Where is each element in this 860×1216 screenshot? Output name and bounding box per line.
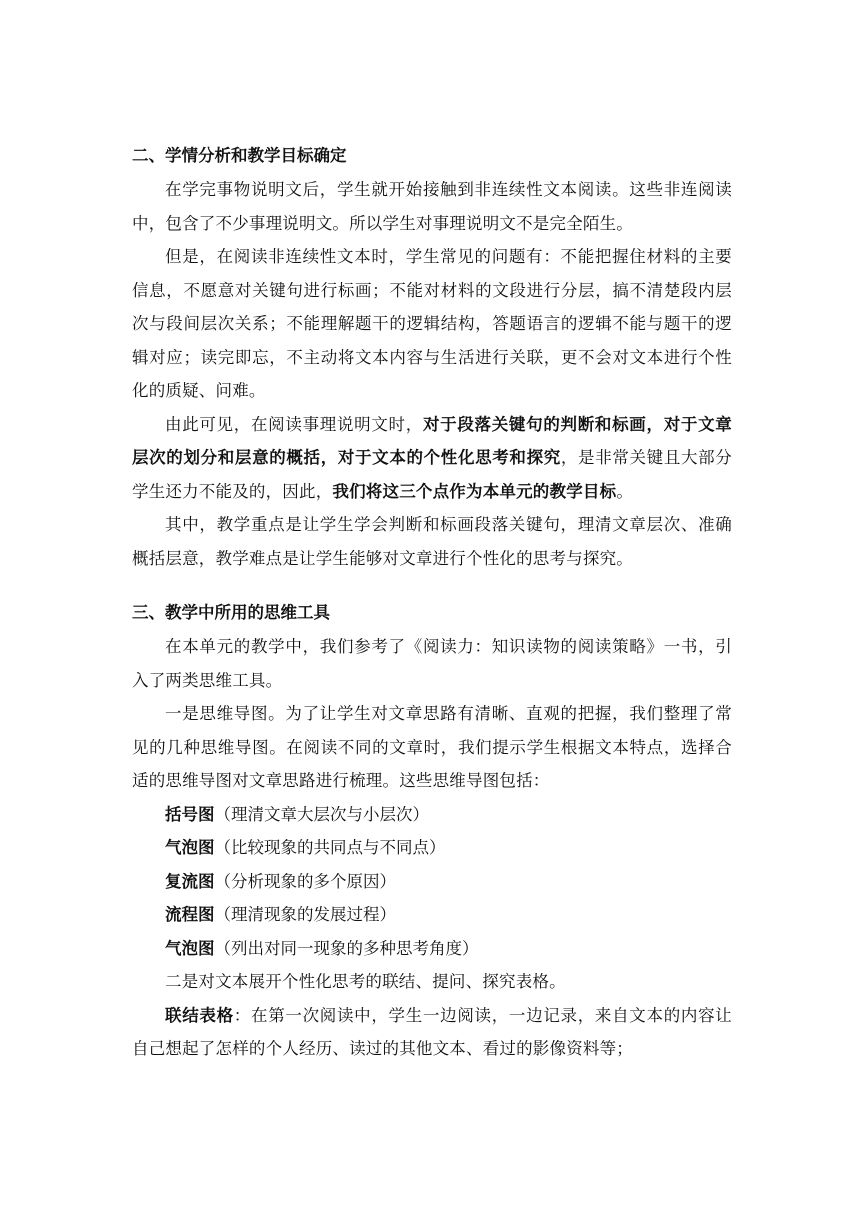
section-2-paragraph-3 <box>132 408 732 509</box>
tool-name: 复流图 <box>165 871 215 891</box>
tool-item-bracket-map <box>132 798 732 832</box>
tool-item-multi-flow-map <box>132 865 732 899</box>
section-2-paragraph-2: 但是，在阅读非连续性文本时，学生常见的问题有：不能把握住材料的主要信息，不愿意对关键句进行标画；不能对材料的文段进行分层，搞不清楚段内层次与段间层次关系；不能理解题干的逻辑结构，答题语言的逻辑不能与题干的逻辑对应；读完即忘，不主动将文本内容与生活进行关联，更不会对文本进行个性化的质疑、问难。 <box>132 247 732 400</box>
tool-name: 气泡图 <box>165 838 215 857</box>
section-3-paragraph-1: 在本单元的教学中，我们参考了《阅读力：知识读物的阅读策略》一书，引入了两类思维工具。 <box>132 637 732 690</box>
document-page <box>132 143 732 1066</box>
tool-desc: （分析现象的多个原因） <box>214 871 396 891</box>
tool-desc: （理清现象的发展过程） <box>214 905 396 924</box>
p3-bold-goal: 我们将这三个点作为本单元的教学目标 <box>332 481 617 501</box>
tool-desc: （列出对同一现象的多种思考角度） <box>214 938 479 958</box>
section-spacer <box>132 575 732 600</box>
p3-text-e: 。 <box>616 481 634 501</box>
tool-name: 气泡图 <box>165 938 215 958</box>
section-3-paragraph-3: 二是对文本展开个性化思考的联结、提问、探究表格。 <box>165 972 566 991</box>
section-2-paragraph-4: 其中，教学重点是让学生学会判断和标画段落关键句，理清文章层次、准确概括层意，教学难点是让学生能够对文章进行个性化的思考与探究。 <box>132 515 732 568</box>
tool-name: 括号图 <box>165 804 215 824</box>
tool-item-bubble-map-2 <box>132 932 732 966</box>
tool-item-bubble-map <box>132 831 732 865</box>
connection-table-label: 联结表格 <box>165 1005 234 1025</box>
section-3-heading: 三、教学中所用的思维工具 <box>132 603 330 622</box>
section-3-paragraph-4 <box>132 999 732 1066</box>
p3-text-a: 由此可见，在阅读事理说明文时， <box>165 414 423 434</box>
section-2-paragraph-1: 在学完事物说明文后，学生就开始接触到非连续性文本阅读。这些非连阅读中，包含了不少事理说明文。所以学生对事理说明文不是完全陌生。 <box>132 180 732 233</box>
p3-bold-targets: 对于段落关键句的判断和标画，对于文章层次的划分和层意的概括，对于文本的个性化思考和探究 <box>132 414 732 467</box>
section-3-paragraph-2: 一是思维导图。为了让学生对文章思路有清晰、直观的把握，我们整理了常见的几种思维导图。在阅读不同的文章时，我们提示学生根据文本特点，选择合适的思维导图对文章思路进行梳理。这些思维导图包括： <box>132 704 732 790</box>
tool-item-flow-map <box>132 898 732 932</box>
tool-name: 流程图 <box>165 905 215 924</box>
tool-desc: （理清文章大层次与小层次） <box>214 804 429 824</box>
connection-table-text: ：在第一次阅读中，学生一边阅读，一边记录，来自文本的内容让自己想起了怎样的个人经历、读过的其他文本、看过的影像资料等； <box>132 1005 732 1058</box>
section-2-heading: 二、学情分析和教学目标确定 <box>132 146 347 165</box>
tool-desc: （比较现象的共同点与不同点） <box>214 838 446 857</box>
p3-text-c: ，是非常关键且大部分学生还力不能及的，因此， <box>132 448 733 501</box>
